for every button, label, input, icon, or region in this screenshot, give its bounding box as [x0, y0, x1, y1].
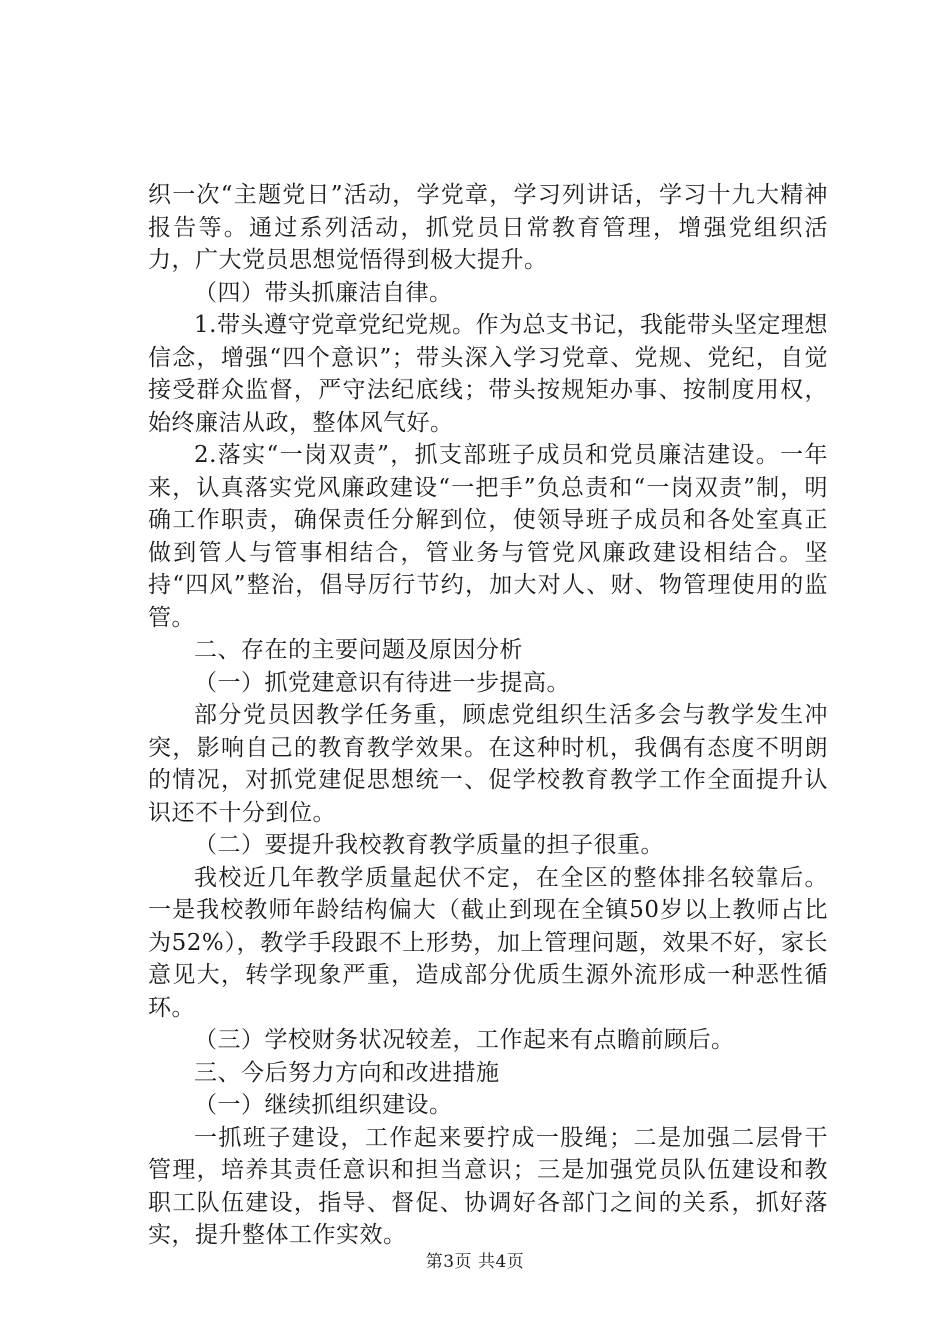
paragraph-measures-1: 一抓班子建设，工作起来要拧成一股绳；二是加强二层骨干管理，培养其责任意识和担当意识；三是加强党员队伍建设和教职工队伍建设，指导、督促、协调好各部门之间的关系，抓好落实，提升整体工作实效。	[148, 1124, 828, 1248]
section-heading-problems: 二、存在的主要问题及原因分析	[194, 637, 523, 663]
paragraph-item-2: 2.落实“一岗双责”，抓支部班子成员和党员廉洁建设。一年来，认真落实党风廉政建设“一把手”负总责和“一岗双责”制，明确工作职责，确保责任分解到位，使领导班子成员和各处室真正做到管人与管事相结合，管业务与管党风廉政建设相结合。坚持“四风”整治，倡导厉行节约，加大对人、财、物管理使用的监管。	[148, 442, 828, 631]
paragraph-item-1: 1.带头遵守党章党纪党规。作为总支书记，我能带头坚定理想信念，增强“四个意识”；带头深入学习党章、党规、党纪，自觉接受群众监督，严守法纪底线；带头按规矩办事、按制度用权，始终廉洁从政，整体风气好。	[148, 312, 828, 436]
subsection-heading-2: （二）要提升我校教育教学质量的担子很重。	[194, 832, 664, 858]
section-heading-4: （四）带头抓廉洁自律。	[194, 279, 453, 306]
section-heading-measures: 三、今后努力方向和改进措施	[194, 1059, 500, 1086]
document-body	[148, 179, 828, 1252]
subsection-heading-measures-1: （一）继续抓组织建设。	[194, 1092, 453, 1118]
subsection-heading-1: （一）抓党建意识有待进一步提高。	[194, 669, 570, 696]
page-number-footer: 第3页 共4页	[425, 1252, 525, 1272]
paragraph-continuation: 织一次“主题党日”活动，学党章，学习列讲话，学习十九大精神报告等。通过系列活动，抓党员日常教育管理，增强党组织活力，广大党员思想觉悟得到极大提升。	[148, 182, 828, 273]
paragraph-problem-2: 我校近几年教学质量起伏不定，在全区的整体排名较靠后。一是我校教师年龄结构偏大（截止到现在全镇50岁以上教师占比为52%），教学手段跟不上形势，加上管理问题，效果不好，家长意见大，转学现象严重，造成部分优质生源外流形成一种恶性循环。	[148, 864, 828, 1021]
paragraph-problem-1: 部分党员因教学任务重，顾虑党组织生活多会与教学发生冲突，影响自己的教育教学效果。在这种时机，我偶有态度不明朗的情况，对抓党建促思想统一、促学校教育教学工作全面提升认识还不十分到位。	[148, 702, 828, 826]
subsection-heading-3: （三）学校财务状况较差，工作起来有点瞻前顾后。	[194, 1027, 735, 1053]
